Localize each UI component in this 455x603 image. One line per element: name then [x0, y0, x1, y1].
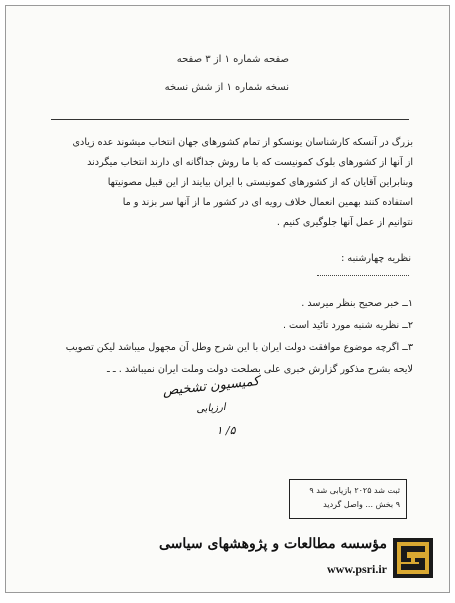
document-page [5, 5, 450, 593]
signature-line: ارزیابی [195, 401, 227, 416]
institute-name: مؤسسه مطالعات و پژوهشهای سیاسی [159, 536, 387, 552]
opinion-item: ۳ــ اگرچه موضوع موافقت دولت ایران با این شرح وطل آن مجهول میباشد لیکن تصویب [65, 342, 413, 353]
registry-stamp [289, 479, 407, 519]
opinion-item: لایحه بشرح مذکور گزارش خبری علی بصلحت دولت وملت ایران نمیباشد . ـ ـ [107, 364, 413, 375]
opinion-subheading: نظریه چهارشنبه : [341, 253, 411, 264]
copy-number-header: نسخه شماره ۱ از شش نسخه [164, 82, 289, 93]
handwritten-signature [156, 373, 266, 466]
stamp-line: ۹ بخش ... واصل گردید [323, 500, 400, 509]
dotted-underline [317, 275, 409, 276]
signature-date: ۵/ ۱ [216, 424, 236, 437]
opinion-item: ۱ــ خبر صحیح بنظر میرسد . [301, 298, 413, 309]
institute-url: www.psri.ir [327, 562, 387, 576]
body-line: وبنابراین آقایان که از کشورهای کمونیستی با ایران بیایند از این قبیل مصونیتها [107, 177, 413, 188]
stamp-line: ثبت شد ۲۰۲۵ بازیابی شد ۹ [309, 486, 400, 495]
institute-logo-icon [393, 538, 433, 578]
opinion-items [28, 293, 413, 381]
body-paragraph [28, 133, 413, 233]
watermark-footer [6, 532, 449, 592]
signature-line: کمیسیون تشخیص [161, 373, 260, 400]
body-line: نتوانیم از عمل آنها جلوگیری کنیم . [276, 217, 413, 228]
opinion-item: ۲ــ نظریه شنبه مورد تائید است . [282, 320, 413, 331]
page-count-header: صفحه شماره ۱ از ۳ صفحه [176, 54, 289, 65]
body-line: بزرگ در آنسکه کارشناسان یونسکو از تمام کشورهای جهان انتخاب میشوند عده زیادی [72, 137, 413, 148]
header-divider [51, 119, 409, 120]
body-line: استفاده کنند بهمین انعمال خلاف رویه ای در کشور ما از آنها سر بزند و ما [122, 197, 413, 208]
body-line: از آنها از کشورهای بلوک کمونیست که با ما روش جداگانه ای دارند انتخاب میگردند [87, 157, 413, 168]
